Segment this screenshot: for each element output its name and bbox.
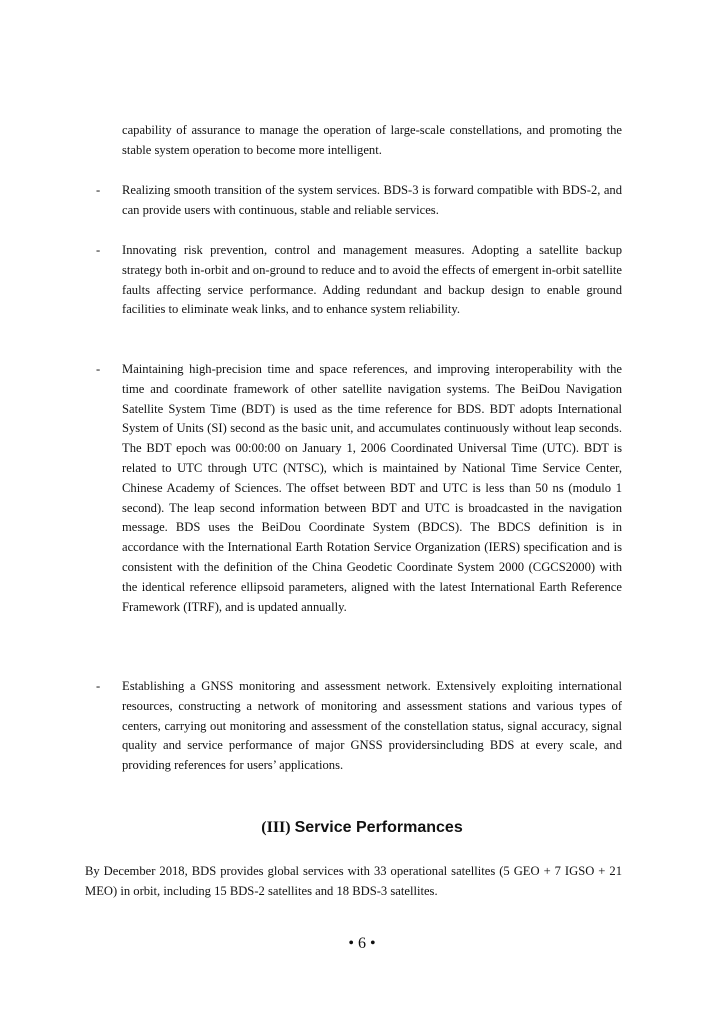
bullet-marker: - (96, 183, 101, 197)
page-number: • 6 • (348, 935, 376, 952)
body-paragraph: By December 2018, BDS provides global services with 33 operational satellites (5 GEO + 7 IGSO + 21 MEO) in orbit, including 15 BDS-2 satellites and 18 BDS-3 satellites. (85, 864, 622, 898)
bullet-marker: - (96, 362, 101, 376)
continuation-text: capability of assurance to manage the operation of large-scale constellations, and promoting the stable system operation to become more intelligent. (122, 123, 622, 157)
bullet-marker: - (96, 679, 101, 693)
bullet-item-4 (85, 677, 622, 776)
bullet-text: Maintaining high-precision time and space references, and improving interoperability with the time and coordinate framework of other satellite navigation systems. The BeiDou Navigation Satellite System Time (BDT) is used as the time reference for BDS. BDT adopts International System of Units (SI) second as the basic unit, and accumulates continuously without leap seconds. The BDT epoch was 00:00:00 on January 1, 2006 Coordinated Universal Time (UTC). BDT is related to UTC through UTC (NTSC), which is maintained by National Time Service Center, Chinese Academy of Sciences. The offset between BDT and UTC is less than 50 ns (modulo 1 second). The leap second information between BDT and UTC is broadcasted in the navigation message. BDS uses the BeiDou Coordinate System (BDCS). The BDCS definition is in accordance with the International Earth Rotation Service Organization (IERS) specification and is consistent with the definition of the China Geodetic Coordinate System 2000 (CGCS2000) with the identical reference ellipsoid parameters, aligned with the latest International Earth Reference Framework (ITRF), and is updated annually. (122, 362, 622, 614)
bullet-text: Realizing smooth transition of the system services. BDS-3 is forward compatible with BDS-2, and can provide users with continuous, stable and reliable services. (122, 183, 622, 217)
bullet-item-3 (85, 360, 622, 617)
bullet-item-1 (85, 181, 622, 221)
bullet-marker: - (96, 243, 101, 257)
bullet-text: Establishing a GNSS monitoring and assessment network. Extensively exploiting international resources, constructing a network of monitoring and assessment stations and various types of centers, carrying out monitoring and assessment of the constellation status, signal accuracy, signal quality and service performance of major GNSS providersincluding BDS at every scale, and providing references for users’ applications. (122, 679, 622, 773)
section-number: (III) (261, 819, 291, 836)
bullet-item-2 (85, 241, 622, 320)
section-title: Service Performances (294, 819, 463, 836)
bullet-text: Innovating risk prevention, control and management measures. Adopting a satellite backup strategy both in-orbit and on-ground to reduce and to avoid the effects of emergent in-orbit satellite faults affecting service performance. Adding redundant and backup design to enable ground facilities to eliminate weak links, and to enhance system reliability. (122, 243, 622, 317)
section-heading (0, 817, 724, 839)
